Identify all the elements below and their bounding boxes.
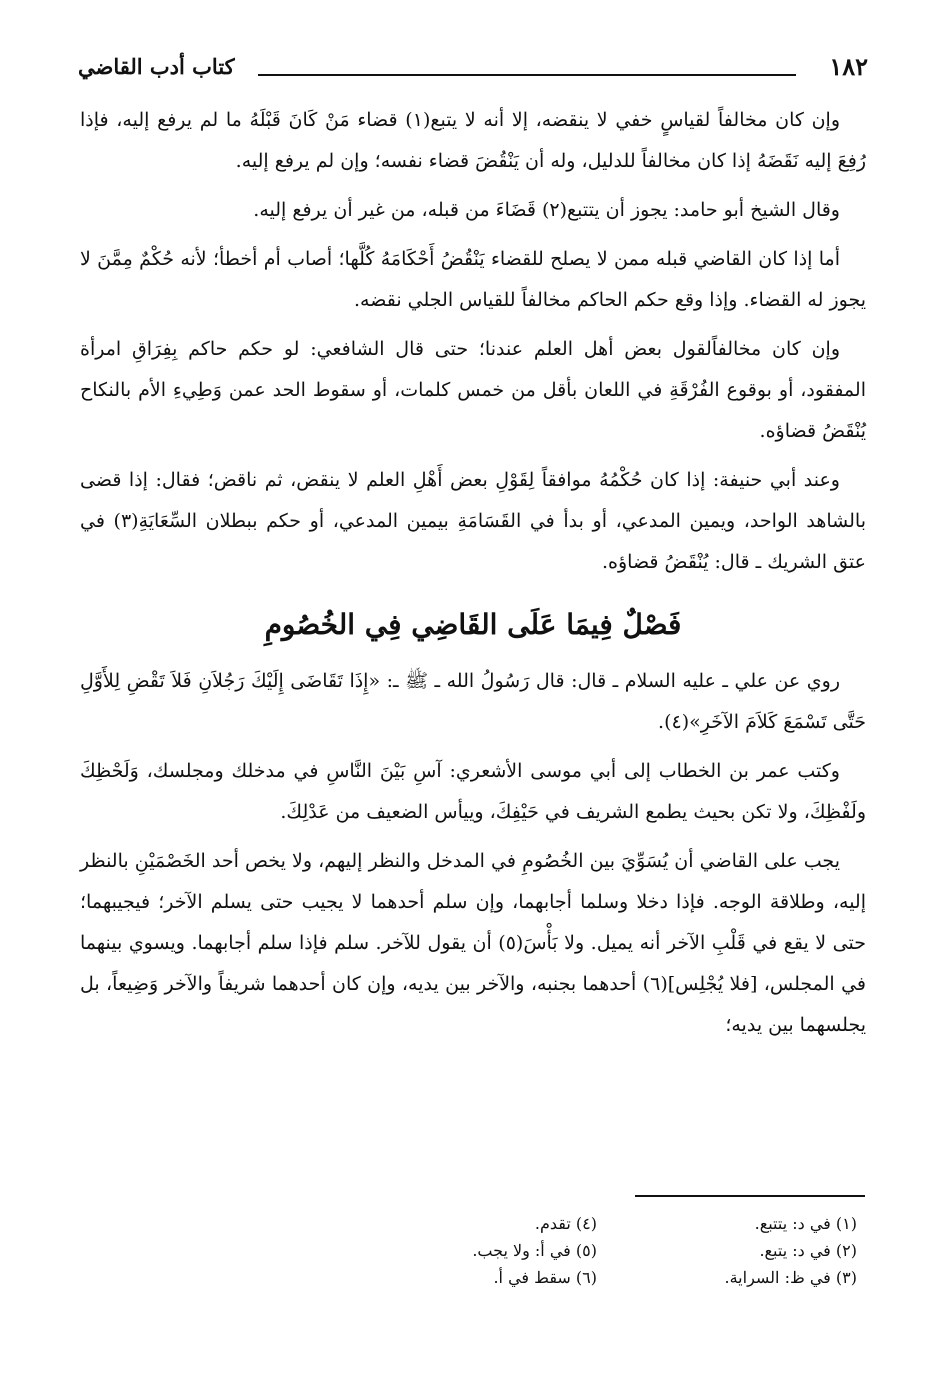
footnote: (١) في د: يتتبع.: [754, 1214, 857, 1233]
section-title: فَصْلٌ فِيمَا عَلَى القَاضِي فِي الخُصُومِ: [264, 608, 682, 641]
footnote: (٢) في د: يتبع.: [759, 1241, 857, 1260]
header-rule: [258, 74, 796, 76]
page-body: [80, 100, 866, 1054]
paragraph: وقال الشيخ أبو حامد: يجوز أن يتتبع(٢) قَضَاءَ من قبله، من غير أن يرفع إليه.: [253, 199, 840, 221]
paragraph: وإن كان مخالفاًلقول بعض أهل العلم عندنا؛ حتى قال الشافعي: لو حكم حاكم بِفِرَاقِ امرأة المفقود، أو بوقوع الفُرْقَةِ في اللعان بأقل من خمس كلمات، أو سقوط الحد عمن وَطِيءِ الأم بالنكاح يُنْقَضُ قضاؤه.: [80, 338, 866, 442]
page-header: [78, 52, 868, 92]
paragraph: وإن كان مخالفاً لقياسٍ خفي لا ينقضه، إلا أنه لا يتبع(١) قضاء مَنْ كَانَ قَبْلَهُ ما لم يرفع إليه، فإذا رُفِعَ إليه نَقَضَهُ إذا كان مخالفاً للدليل، وله أن يَنْقُضَ قضاء نفسه؛ وإن لم يرفع إليه.: [80, 109, 866, 172]
footnote: (٣) في ظ: السراية.: [724, 1268, 857, 1287]
page-number: ١٨٢: [829, 52, 868, 81]
footnote: (٦) سقط في أ.: [493, 1268, 597, 1287]
footnotes-column-left: [397, 1210, 597, 1291]
paragraph: وكتب عمر بن الخطاب إلى أبي موسى الأشعري: آسِ بَيْنَ النَّاسِ في مدخلك ومجلسك، وَلَحْظِكَ ولَفْظِكَ، ولا تكن بحيث يطمع الشريف في حَيْفِكَ، وييأس الضعيف من عَدْلِكَ.: [80, 760, 866, 823]
paragraph: روي عن علي ـ عليه السلام ـ قال: قال رَسُولُ الله ـ ﷺ ـ: «إِذَا تَقَاضَى إِلَيْكَ رَجُلاَنِ فَلاَ تَقْضِ لِلأَوَّلِ حَتَّى تَسْمَعَ كَلاَمَ الآخَرِ»(٤).: [80, 670, 866, 733]
paragraph: وعند أبي حنيفة: إذا كان حُكْمُهُ موافقاً لِقَوْلِ بعض أَهْلِ العلم لا ينقض، ثم ناقض؛ فقال: إذا قضى بالشاهد الواحد، ويمين المدعي، أو بدأ في القَسَامَةِ بيمين المدعي، أو حكم ببطلان السِّعَايَةِ(٣) في عتق الشريك ـ قال: يُنْقَضُ قضاؤه.: [80, 469, 866, 573]
footnote: (٤) تقدم.: [534, 1214, 597, 1233]
book-title: كتاب أدب القاضي: [78, 54, 235, 79]
paragraph: أما إذا كان القاضي قبله ممن لا يصلح للقضاء يَنْقُضُ أَحْكَامَهُ كُلَّها؛ أصاب أم أخطأ؛ لأنه حُكْمٌ مِمَّنَ لا يجوز له القضاء. وإذا وقع حكم الحاكم مخالفاً للقياس الجلي نقضه.: [80, 248, 866, 311]
footnote: (٥) في أ: ولا يجب.: [472, 1241, 597, 1260]
footnote-separator: [635, 1195, 865, 1197]
footnotes-column-right: [657, 1210, 857, 1291]
paragraph: يجب على القاضي أن يُسَوِّيَ بين الخُصُومِ في المدخل والنظر إليهم، ولا يخص أحد الخَصْمَيْنِ بالنظر إليه، وطلاقة الوجه. فإذا دخلا وسلما أجابهما، وإن سلم أحدهما لا يجيب حتى يسلم الآخر؛ فيجيبهما؛ حتى لا يقع في قَلْبِ الآخر أنه يميل. ولا بَأْسَ(٥) أن يقول للآخر. سلم فإذا سلم أجابهما. ويسوي بينهما في المجلس، [فلا يُجْلِس](٦) أحدهما بجنبه، والآخر بين يديه، وإن كان أحدهما شريفاً والآخر وَضِيعاً، بل يجلسهما بين يديه؛: [80, 850, 866, 1036]
